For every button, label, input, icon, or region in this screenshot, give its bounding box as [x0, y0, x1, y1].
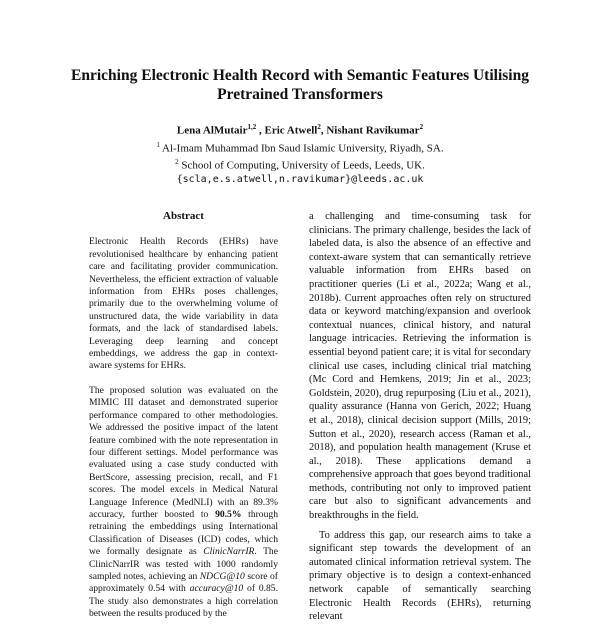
author-names	[40, 120, 560, 138]
affil-2-sup: 2	[175, 158, 179, 167]
paper-title	[40, 66, 560, 104]
author-emails: {scla,e.s.atwell,n.ravikumar}@leeds.ac.uk	[176, 173, 424, 185]
abstract-p2-acc: accuracy@10	[189, 583, 244, 595]
author-2: , Eric Atwell	[256, 124, 318, 137]
abstract-heading: Abstract	[163, 210, 204, 222]
abstract-p2-b: through retraining the embeddings using International Classification of Diseases (ICD) codes, which we formally designate as	[89, 508, 278, 558]
abstract-p2-ndcg: NDCG@10	[199, 570, 245, 582]
body-paragraph-2: To address this gap, our research aims to take a significant step towards the development of an automated clinical information retrieval system. The primary objective is to design a context-enhanced network capable of semantically searching Electronic Health Records (EHRs), returning relevant	[309, 529, 531, 623]
author-3-sup: 2	[419, 123, 424, 131]
author-1: Lena AlMutair	[176, 124, 248, 137]
abstract-p2-a: The proposed solution was evaluated on the MIMIC III dataset and demonstrated superior performance compared to other methodologies. We addressed the positive impact of the latent feature combined with the note representation in four different settings. Model performance was evaluated using a case study conducted with BertScore, assessing precision, recall, and F1 scores. The model excels in Medical Natural Language Inference (MedNLI) with an 89.3% accuracy, further boosted to	[89, 384, 278, 520]
affil-1-sup: 1	[156, 140, 160, 149]
left-column	[89, 210, 278, 633]
author-1-sup: 1,2	[247, 123, 257, 131]
title-line-2: Pretrained Transformers	[217, 86, 383, 103]
abstract-p2-bold: 90.5%	[215, 508, 242, 520]
abstract-paragraph-1: Electronic Health Records (EHRs) have revolutionised healthcare by enhancing patient care and facilitating provider communication. Nevertheless, the efficient extraction of valuable information from EHRs poses challenges, primarily due to the overwhelming volume of unstructured data, the wide variability in data formats, and the lack of standardised labels. Leveraging deep learning and concept embeddings, we address the gap in context-aware systems for EHRs.	[89, 236, 278, 372]
affiliation-1	[40, 138, 560, 156]
right-column	[309, 210, 531, 630]
body-paragraph-1: a challenging and time-consuming task for clinicians. The primary challenge, besides the lack of labeled data, is also the absence of an effective and context-aware system that can semantically retrieve valuable information from EHRs based on practitioner queries (Li et al., 2022a; Wang et al., 2018b). Current approaches often rely on structured data or keyword matching/expansion and overlook contextual nuances, clinical history, and natural language intricacies. Retrieving the information is essential beyond patient care; it is vital for secondary clinical use cases, including clinical trial matching (Mc Cord and Hemkens, 2019; Jin et al., 2023; Goldstein, 2020), drug repurposing (Liu et al., 2021), quality assurance (Hanna von Gerich, 2022; Huang et al., 2018), clinical decision support (Mills, 2019; Sutton et al., 2020), research access (Raman et al., 2018), and population health management (Kruse et al., 2018). These applications demand a comprehensive approach that goes beyond traditional methods, contributing not only to improved patient care but also to significant advancements and breakthroughs in the field.	[309, 211, 531, 522]
affil-2-text: School of Computing, University of Leeds, Leeds, UK.	[178, 159, 425, 172]
author-block	[40, 120, 560, 187]
author-2-sup: 2	[317, 123, 321, 131]
abstract-paragraph-2	[89, 385, 278, 621]
affiliation-2	[40, 155, 560, 173]
title-line-1: Enriching Electronic Health Record with Semantic Features Utilising	[71, 67, 529, 84]
abstract-p2-italic: ClinicNarrIR	[203, 546, 255, 558]
author-3: , Nishant Ravikumar	[320, 124, 420, 137]
affil-1-text: Al-Imam Muhammad Ibn Saud Islamic University, Riyadh, SA.	[159, 142, 444, 155]
abstract-p2-e: of 0.85. The study also demonstrates a high correlation between the results produced by the	[89, 583, 279, 620]
abstract-p2-c: . The ClinicNarrIR was tested with 1000 randomly sampled notes, achieving an	[89, 546, 278, 582]
abstract-p2-d: score of approximately 0.54 with	[89, 570, 278, 595]
